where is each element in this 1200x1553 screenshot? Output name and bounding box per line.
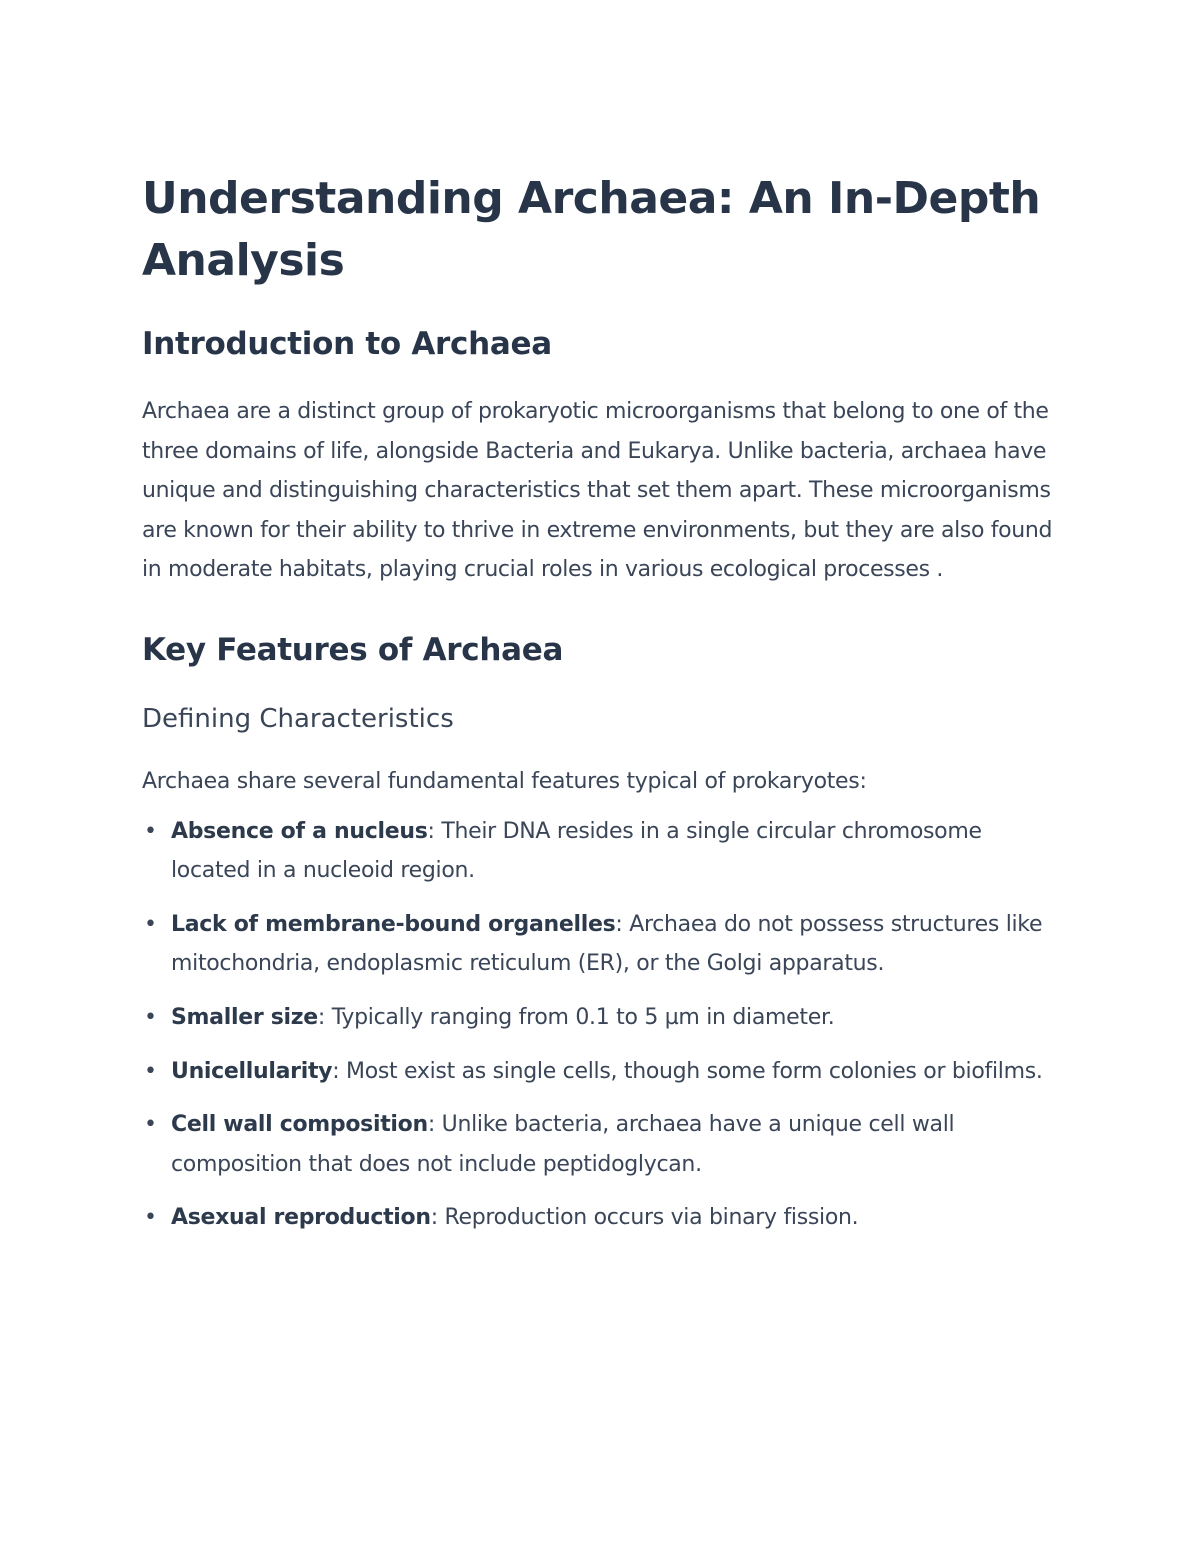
list-item-term: Asexual reproduction <box>171 1205 431 1231</box>
list-item-text: : Archaea do not possess structures like mitochondria, endoplasmic reticulum (ER), or the Golgi apparatus. <box>171 911 1043 977</box>
list-item-term: Lack of membrane-bound organelles <box>171 911 616 937</box>
list-item <box>142 998 1062 1038</box>
document-title: Understanding Archaea: An In-Depth Analysis <box>142 173 1041 286</box>
list-item-text: : Most exist as single cells, though some form colonies or biofilms. <box>332 1058 1043 1084</box>
list-item <box>142 1198 1062 1238</box>
list-item-text: : Unlike bacteria, archaea have a unique cell wall composition that does not include peptidoglycan. <box>171 1112 955 1177</box>
bullet-icon: • <box>144 1205 157 1231</box>
list-item-term: Smaller size <box>171 1004 318 1030</box>
list-item <box>142 905 1062 984</box>
bullet-icon: • <box>144 1112 157 1138</box>
list-item-text: : Typically ranging from 0.1 to 5 µm in diameter. <box>317 1004 835 1030</box>
characteristics-list <box>142 812 1062 1238</box>
bullet-icon: • <box>144 911 157 937</box>
subheading-defining-characteristics: Defining Characteristics <box>142 703 454 734</box>
document-page <box>142 168 1062 1252</box>
list-item-term: Absence of a nucleus <box>171 818 428 844</box>
list-item <box>142 812 1062 891</box>
list-item-text: : Their DNA resides in a single circular chromosome located in a nucleoid region. <box>171 818 982 884</box>
characteristics-lead: Archaea share several fundamental features typical of prokaryotes: <box>142 768 867 794</box>
list-item-text: : Reproduction occurs via binary fission. <box>430 1205 859 1231</box>
introduction-paragraph: Archaea are a distinct group of prokaryotic microorganisms that belong to one of the three domains of life, alongside Bacteria and Eukarya. Unlike bacteria, archaea have unique and distinguishing characteristics that set them apart. These microorganisms are known for their ability to thrive in extreme environments, but they are also found in moderate habitats, playing crucial roles in various ecological processes . <box>142 399 1053 583</box>
bullet-icon: • <box>144 1004 157 1030</box>
bullet-icon: • <box>144 1058 157 1084</box>
list-item <box>142 1105 1062 1184</box>
list-item <box>142 1052 1062 1092</box>
bullet-icon: • <box>144 818 157 844</box>
list-item-term: Cell wall composition <box>171 1112 428 1138</box>
list-item-term: Unicellularity <box>171 1058 333 1084</box>
section-heading-introduction: Introduction to Archaea <box>142 326 552 362</box>
section-heading-key-features: Key Features of Archaea <box>142 631 564 668</box>
